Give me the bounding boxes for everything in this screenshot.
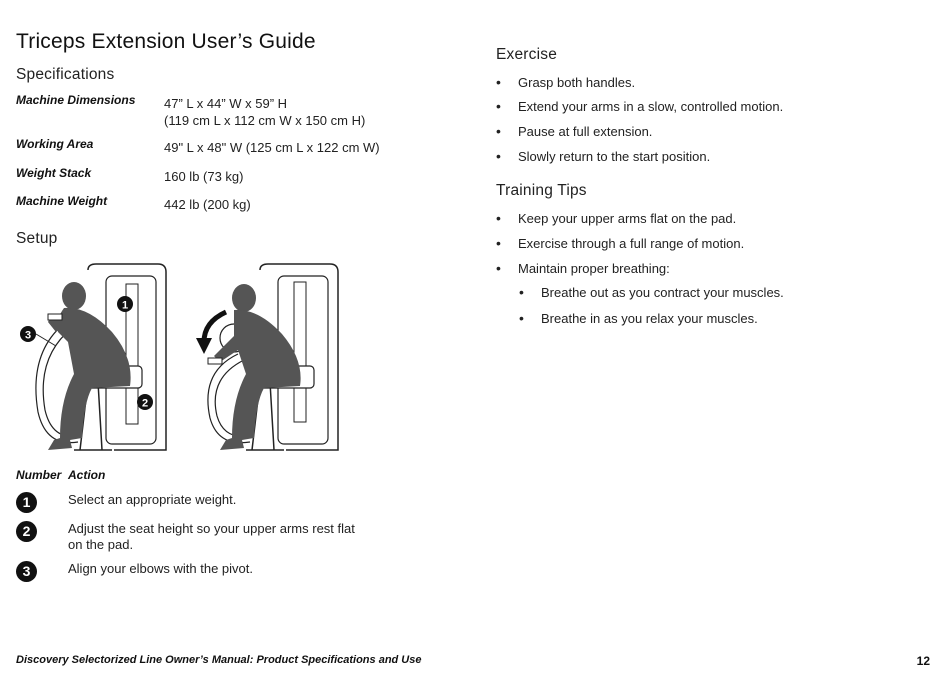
bullet-icon: • — [496, 260, 501, 276]
triceps-machine-setup-illustration — [18, 262, 170, 454]
spec-value-machine-dimensions — [164, 95, 365, 129]
callout-2-label: 2 — [141, 397, 149, 410]
step-number-badge: 2 — [16, 521, 37, 542]
footer-manual-title: Discovery Selectorized Line Owner’s Manual: Product Specifications and Use — [16, 654, 422, 666]
step-action-text: Align your elbows with the pivot. — [68, 561, 253, 576]
bullet-icon: • — [519, 284, 524, 300]
spec-value-weight-stack: 160 lb (73 kg) — [164, 169, 244, 184]
bullet-icon: • — [519, 310, 524, 326]
callout-3-label: 3 — [24, 329, 32, 342]
spec-value-working-area: 49" L x 48" W (125 cm L x 122 cm W) — [164, 140, 380, 155]
spec-value-machine-weight: 442 lb (200 kg) — [164, 197, 251, 212]
spec-label-weight-stack: Weight Stack — [16, 166, 92, 180]
step-number-badge: 1 — [16, 492, 37, 513]
specifications-heading: Specifications — [16, 66, 115, 83]
callout-1-label: 1 — [121, 299, 129, 312]
table-header-number: Number — [16, 468, 62, 482]
setup-heading: Setup — [16, 230, 58, 247]
page-title: Triceps Extension User’s Guide — [16, 30, 316, 53]
spec-label-machine-weight: Machine Weight — [16, 194, 108, 208]
spec-label-machine-dimensions: Machine Dimensions — [16, 93, 136, 107]
step-action-text: Adjust the seat height so your upper arms rest flat on the pad. — [68, 521, 355, 552]
bullet-icon: • — [496, 98, 501, 114]
step-number-badge: 3 — [16, 561, 37, 582]
bullet-icon: • — [496, 74, 501, 90]
step-action-text: Select an appropriate weight. — [68, 492, 237, 507]
bullet-icon: • — [496, 123, 501, 139]
spec-value-line: (119 cm L x 112 cm W x 150 cm H) — [164, 113, 366, 128]
exercise-heading: Exercise — [496, 46, 558, 63]
triceps-extension-motion-illustration — [190, 262, 342, 454]
table-header-action: Action — [68, 468, 106, 482]
training-tips-heading: Training Tips — [496, 182, 587, 199]
page-number: 12 — [916, 654, 930, 668]
spec-label-working-area: Working Area — [16, 137, 94, 151]
bullet-icon: • — [496, 148, 501, 164]
bullet-icon: • — [496, 235, 501, 251]
bullet-icon: • — [496, 210, 501, 226]
spec-value-line: 47” L x 44” W x 59” H — [164, 96, 288, 111]
